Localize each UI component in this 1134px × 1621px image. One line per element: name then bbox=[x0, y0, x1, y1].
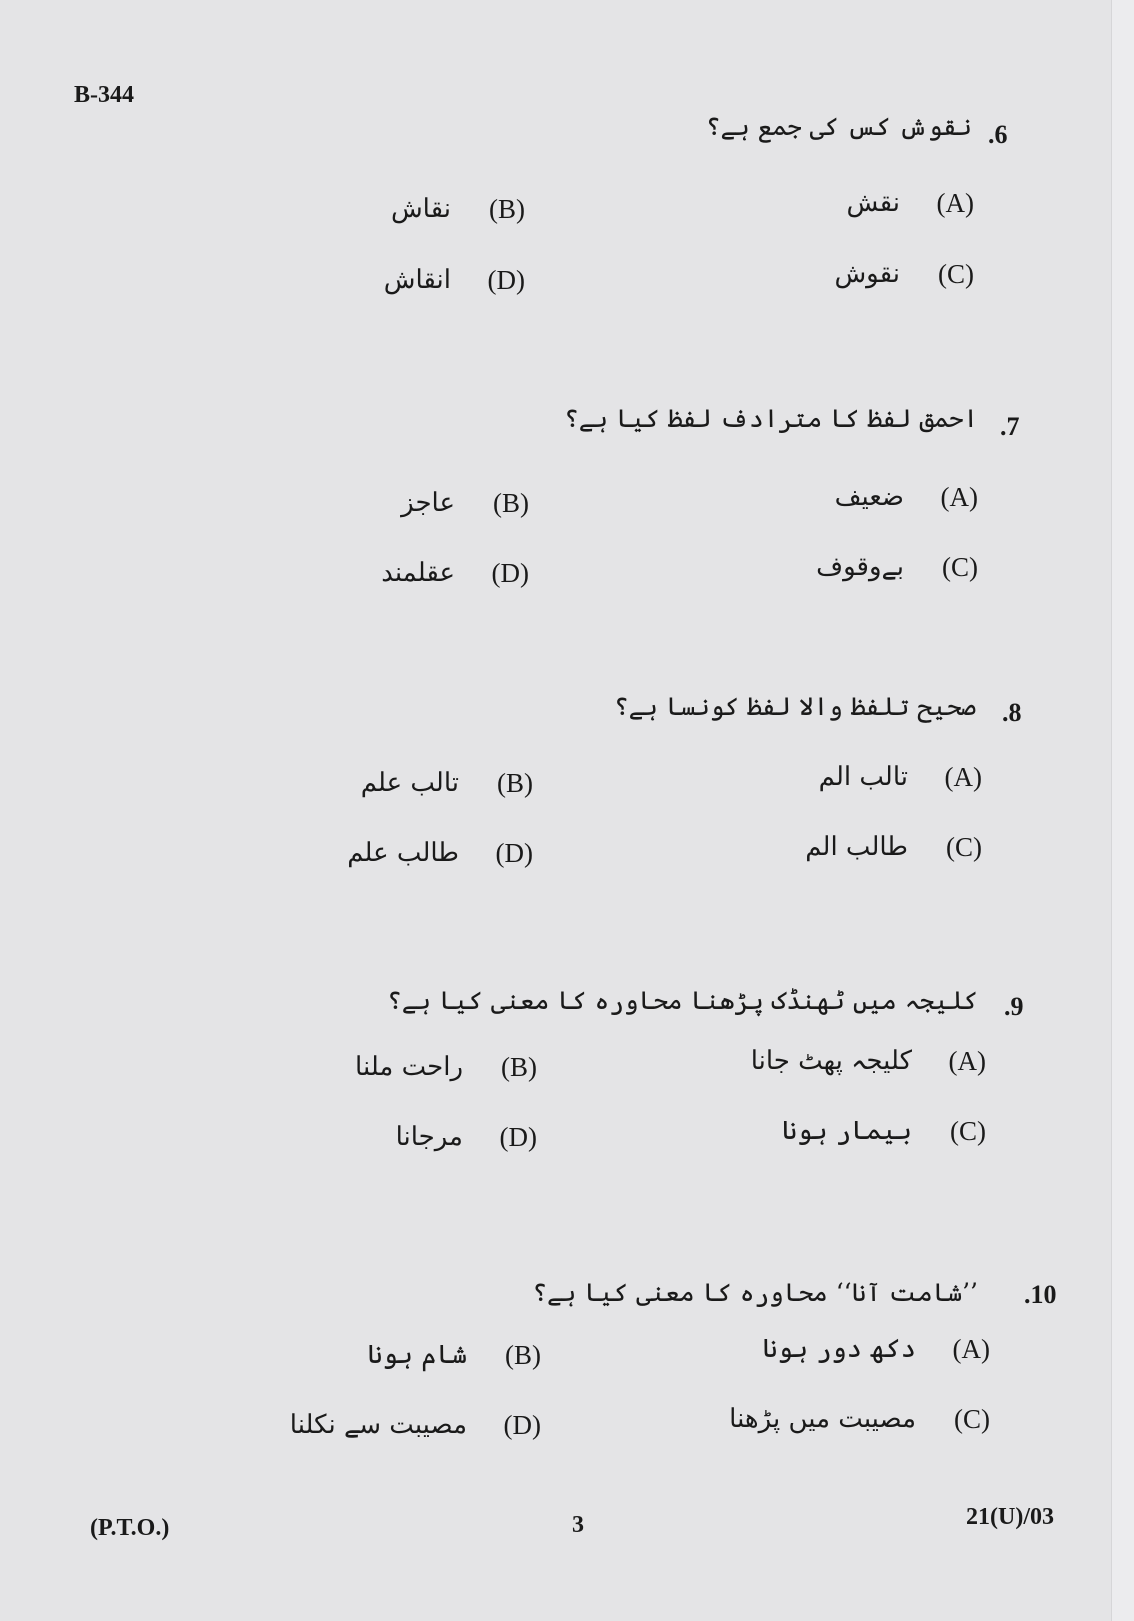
option-text: انقاش bbox=[383, 265, 451, 295]
option-label: (C) bbox=[954, 1404, 990, 1434]
option-a bbox=[818, 762, 982, 798]
option-b bbox=[367, 1340, 541, 1376]
option-text: دکھ دور ہونا bbox=[762, 1334, 916, 1364]
option-d bbox=[347, 838, 533, 874]
option-text: نقش bbox=[846, 188, 900, 218]
option-a bbox=[814, 188, 974, 224]
question-text: صحیح تلفظ والا لفظ کونسا ہے؟ bbox=[614, 692, 976, 721]
option-label: (D) bbox=[495, 838, 533, 868]
option-text: نقوش bbox=[834, 259, 900, 289]
option-text: تالب الم bbox=[818, 762, 908, 792]
option-label: (C) bbox=[950, 1116, 986, 1146]
option-text: عقلمند bbox=[381, 558, 455, 588]
option-label: (D) bbox=[487, 265, 525, 295]
option-d bbox=[369, 558, 529, 594]
option-label: (B) bbox=[501, 1052, 537, 1082]
question-text: نقوش کس کی جمع ہے؟ bbox=[705, 112, 972, 141]
option-label: (B) bbox=[493, 488, 529, 518]
option-c bbox=[818, 552, 978, 588]
option-label: (C) bbox=[946, 832, 982, 862]
option-d bbox=[377, 1122, 537, 1158]
option-label: (B) bbox=[505, 1340, 541, 1370]
question-number: .8 bbox=[1002, 698, 1022, 727]
question-text: ’’شامت آنا‘‘ محاورہ کا معنی کیا ہے؟ bbox=[532, 1278, 978, 1307]
option-d bbox=[289, 1410, 541, 1446]
question-text: کلیجہ میں ٹھنڈک پڑھنا محاورہ کا معنی کیا ہے؟ bbox=[387, 986, 978, 1015]
option-c bbox=[729, 1404, 990, 1440]
option-c bbox=[781, 1116, 986, 1152]
pto-note: (P.T.O.) bbox=[90, 1515, 170, 1541]
option-b bbox=[355, 1052, 537, 1088]
option-a bbox=[762, 1334, 990, 1370]
question-number: .6 bbox=[988, 120, 1008, 149]
option-text: مرجانا bbox=[395, 1122, 463, 1152]
question-number: .9 bbox=[1004, 992, 1024, 1021]
option-text: مصیبت سے نکلنا bbox=[289, 1410, 467, 1440]
option-label: (A) bbox=[948, 1046, 986, 1076]
option-label: (D) bbox=[499, 1122, 537, 1152]
option-label: (A) bbox=[940, 482, 978, 512]
question-text: احمق لفظ کا مترادف لفظ کیا ہے؟ bbox=[564, 404, 978, 433]
option-a bbox=[818, 482, 978, 518]
option-text: شام ہونا bbox=[367, 1340, 467, 1370]
option-d bbox=[365, 265, 525, 301]
question-number: .7 bbox=[1000, 412, 1020, 441]
option-text: طالب الم bbox=[805, 832, 908, 862]
option-label: (A) bbox=[936, 188, 974, 218]
option-a bbox=[750, 1046, 986, 1082]
option-label: (D) bbox=[503, 1410, 541, 1440]
option-c bbox=[814, 259, 974, 295]
option-label: (D) bbox=[491, 558, 529, 588]
option-text: ضعیف bbox=[834, 482, 904, 512]
option-text: بےوقوف bbox=[816, 552, 904, 582]
option-b bbox=[369, 488, 529, 524]
option-text: راحت ملنا bbox=[355, 1052, 463, 1082]
option-label: (B) bbox=[497, 768, 533, 798]
option-b bbox=[365, 194, 525, 230]
paper-code: B-344 bbox=[74, 82, 134, 108]
option-text: نقاش bbox=[390, 194, 451, 224]
page-edge bbox=[1111, 0, 1134, 1621]
option-label: (B) bbox=[489, 194, 525, 224]
option-label: (C) bbox=[938, 259, 974, 289]
option-text: کلیجہ پھٹ جانا bbox=[750, 1046, 912, 1076]
option-text: تالب علم bbox=[360, 768, 459, 798]
option-b bbox=[360, 768, 533, 804]
option-text: عاجز bbox=[401, 488, 455, 518]
page-number: 3 bbox=[572, 1512, 584, 1538]
option-text: طالب علم bbox=[347, 838, 459, 868]
option-label: (A) bbox=[952, 1334, 990, 1364]
option-label: (A) bbox=[944, 762, 982, 792]
option-c bbox=[805, 832, 982, 868]
footer-code: 21(U)/03 bbox=[966, 1504, 1054, 1530]
option-label: (C) bbox=[942, 552, 978, 582]
option-text: مصیبت میں پڑھنا bbox=[729, 1404, 916, 1434]
question-number: .10 bbox=[1024, 1280, 1057, 1309]
option-text: بیمار ہونا bbox=[781, 1116, 912, 1146]
